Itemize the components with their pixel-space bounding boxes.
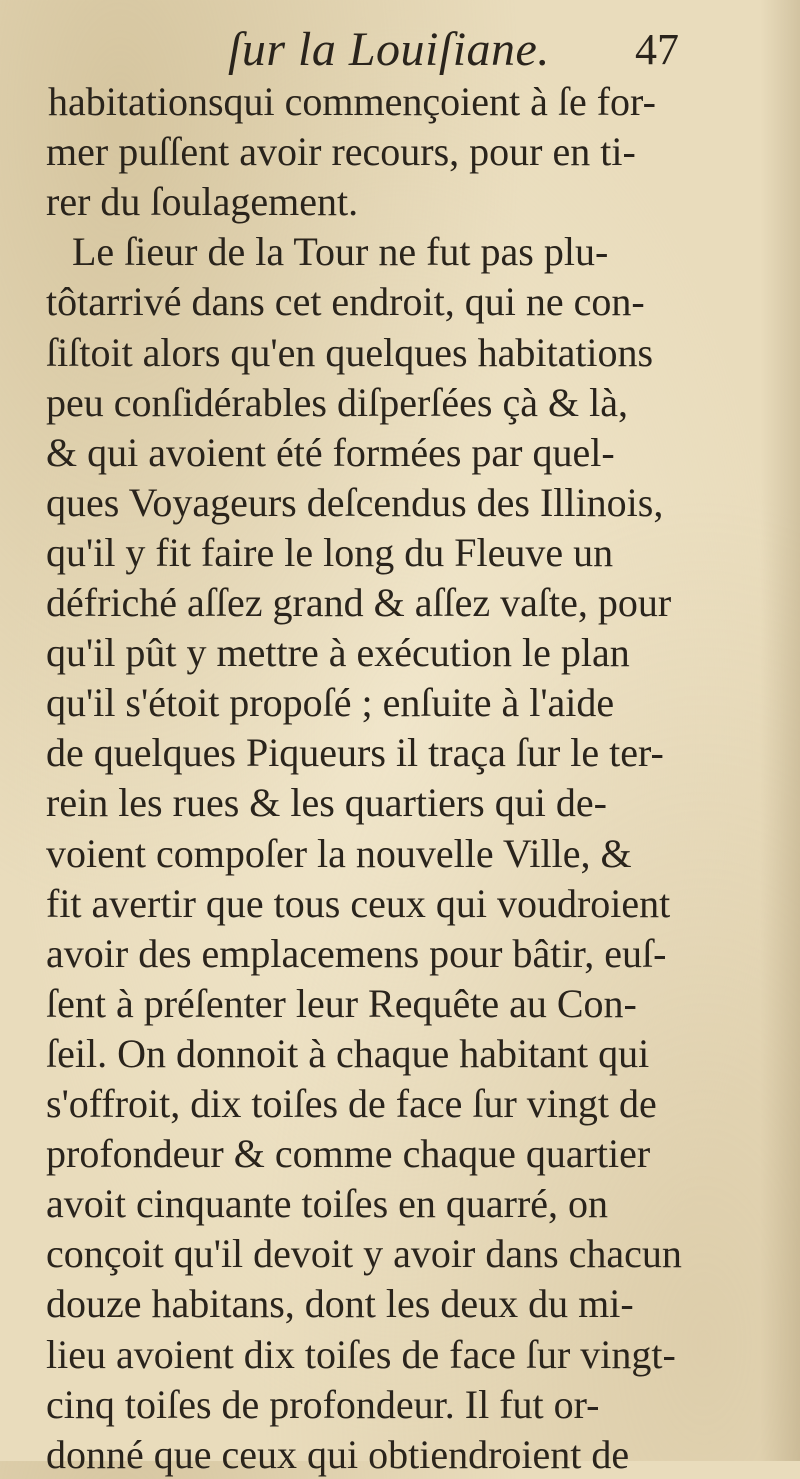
text-line: mer puſſent avoir recours, pour en ti- <box>46 129 636 175</box>
text-line: douze habitans, dont les deux du mi- <box>46 1281 634 1327</box>
text-line: Le ſieur de la Tour ne fut pas plu- <box>72 229 609 275</box>
text-line: rein les rues & les quartiers qui de- <box>46 780 607 826</box>
text-line: peu conſidérables diſperſées çà & là, <box>46 379 628 425</box>
text-line: ſiſtoit alors qu'en quelques habitations <box>46 329 654 375</box>
page-edge-shadow <box>760 0 800 1461</box>
text-line: conçoit qu'il devoit y avoir dans chacun <box>46 1231 682 1277</box>
text-line: cinq toiſes de profondeur. Il fut or- <box>46 1381 600 1427</box>
text-line: tôtarrivé dans cet endroit, qui ne con- <box>46 279 645 325</box>
text-line: profondeur & comme chaque quartier <box>46 1131 651 1177</box>
text-line: ſeil. On donnoit à chaque habitant qui <box>46 1030 650 1076</box>
text-line: fit avertir que tous ceux qui voudroient <box>46 880 671 926</box>
page-number: 47 <box>635 25 679 74</box>
text-line: qu'il y fit faire le long du Fleuve un <box>46 529 614 575</box>
page-header <box>0 22 800 82</box>
text-line: lieu avoient dix toiſes de face ſur vingt- <box>46 1331 676 1377</box>
text-line: & qui avoient été formées par quel- <box>46 429 615 475</box>
text-line: ques Voyageurs deſcendus des Illinois, <box>46 479 664 525</box>
text-line: habitationsqui commençoient à ſe for- <box>48 79 656 124</box>
text-line: s'offroit, dix toiſes de face ſur vingt de <box>46 1081 657 1126</box>
text-line: qu'il s'étoit propoſé ; enſuite à l'aide <box>46 680 615 726</box>
text-line: donné que ceux qui obtiendroient de <box>46 1431 630 1477</box>
text-line: voient compoſer la nouvelle Ville, & <box>46 830 632 876</box>
text-line: rer du ſoulagement. <box>46 179 359 225</box>
running-title: ſur la Louiſiane. <box>228 23 550 76</box>
text-line: défriché aſſez grand & aſſez vaſte, pour <box>46 580 672 625</box>
text-line: de quelques Piqueurs il traça ſur le ter- <box>46 730 664 776</box>
text-line: avoit cinquante toiſes en quarré, on <box>46 1181 609 1227</box>
text-line: avoir des emplacemens pour bâtir, euſ- <box>46 930 667 976</box>
text-line: ſent à préſenter leur Requête au Con- <box>46 980 637 1026</box>
text-line: qu'il pût y mettre à exécution le plan <box>46 630 630 676</box>
